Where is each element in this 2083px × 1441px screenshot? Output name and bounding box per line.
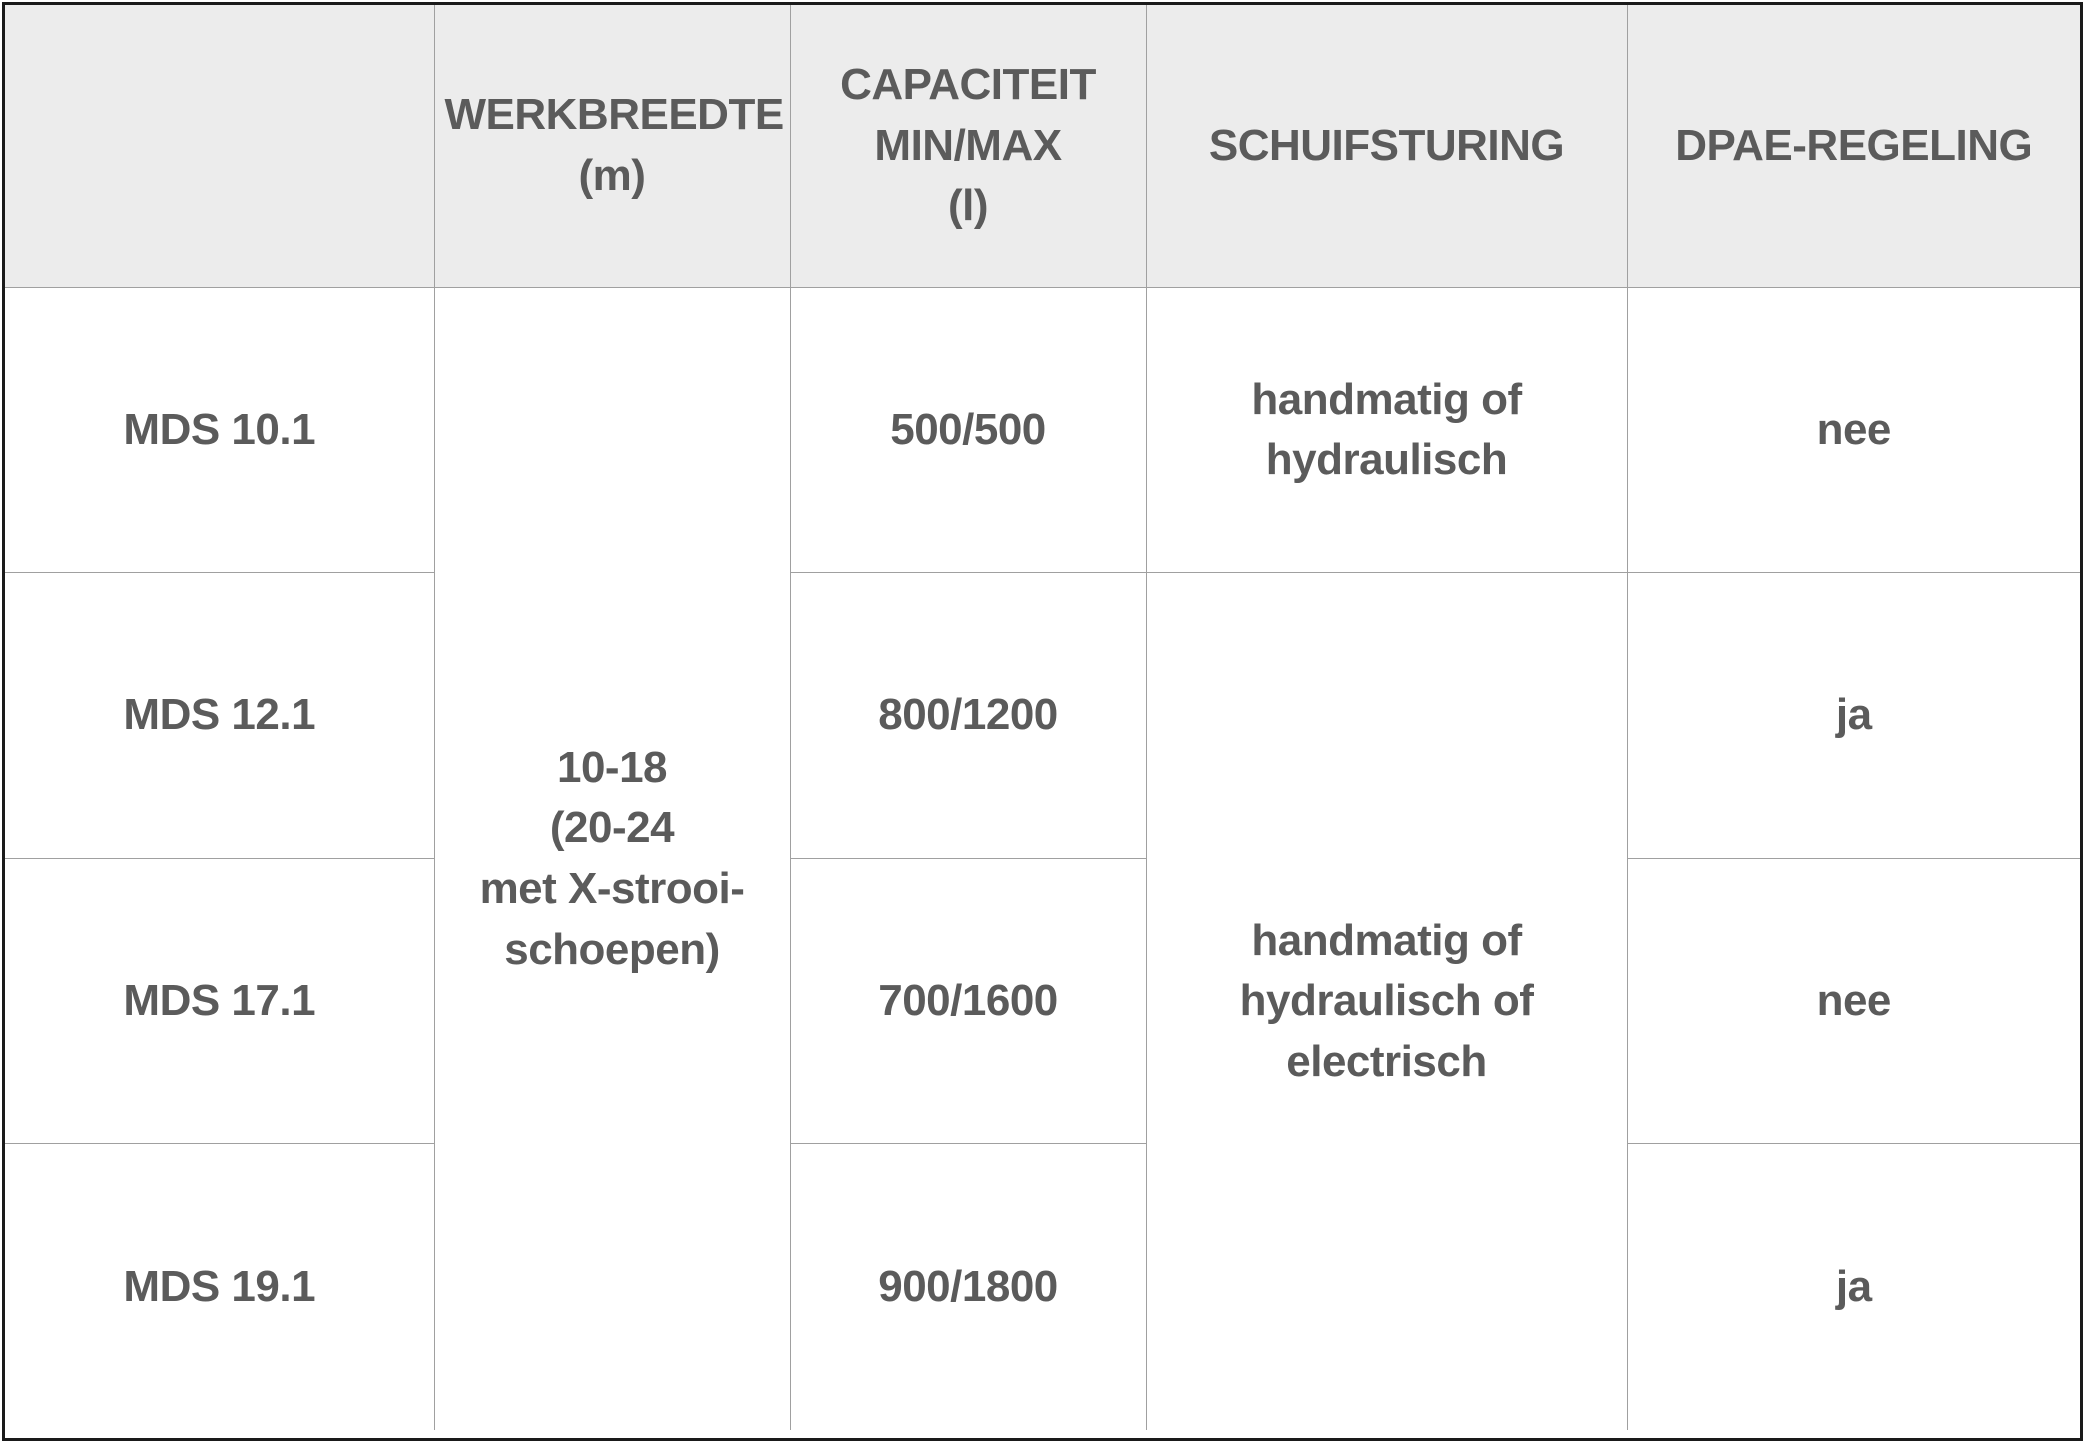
- header-werkbreedte: [434, 5, 790, 288]
- model-cell: MDS 12.1: [5, 573, 434, 858]
- schuifsturing-line: handmatig of: [1251, 374, 1522, 424]
- schuifsturing-line: electrisch: [1286, 1037, 1487, 1087]
- schuifsturing-line: hydraulisch of: [1239, 976, 1534, 1026]
- header-model: [5, 5, 434, 288]
- model-cell: MDS 19.1: [5, 1144, 434, 1430]
- header-capaciteit: [790, 5, 1146, 288]
- werkbreedte-line: 10-18: [556, 742, 668, 792]
- header-row: [5, 5, 2080, 288]
- capaciteit-cell: 500/500: [790, 288, 1146, 573]
- table-row: [5, 573, 2080, 858]
- werkbreedte-cell: [434, 288, 790, 1431]
- model-cell: MDS 17.1: [5, 858, 434, 1143]
- spec-table: [5, 5, 2080, 1430]
- capaciteit-cell: 900/1800: [790, 1144, 1146, 1430]
- table-row: [5, 858, 2080, 1143]
- schuifsturing-line: hydraulisch: [1265, 435, 1508, 485]
- header-werkbreedte-unit: (m): [578, 151, 646, 200]
- dpae-cell: nee: [1627, 288, 2080, 573]
- capaciteit-cell: 800/1200: [790, 573, 1146, 858]
- header-capaciteit-unit: (l): [947, 181, 989, 231]
- table-row: [5, 288, 2080, 573]
- dpae-cell: nee: [1627, 858, 2080, 1143]
- schuifsturing-cell: [1146, 288, 1627, 573]
- schuifsturing-cell: [1146, 573, 1627, 1430]
- header-dpae: DPAE-REGELING: [1627, 5, 2080, 288]
- header-capaciteit-line: CAPACITEIT: [840, 59, 1096, 109]
- dpae-cell: ja: [1627, 1144, 2080, 1430]
- spec-table-frame: [2, 2, 2083, 1441]
- header-werkbreedte-line: WERKBREEDTE: [444, 90, 784, 140]
- header-schuifsturing: SCHUIFSTURING: [1146, 5, 1627, 288]
- model-cell: MDS 10.1: [5, 288, 434, 573]
- capaciteit-cell: 700/1600: [790, 858, 1146, 1143]
- werkbreedte-line: (20-24: [549, 803, 675, 853]
- werkbreedte-line: met X-strooi-: [479, 864, 745, 913]
- werkbreedte-line: schoepen): [504, 924, 720, 974]
- dpae-cell: ja: [1627, 573, 2080, 858]
- table-row: [5, 1144, 2080, 1430]
- schuifsturing-line: handmatig of: [1251, 915, 1522, 965]
- header-capaciteit-range: MIN/MAX: [874, 120, 1062, 170]
